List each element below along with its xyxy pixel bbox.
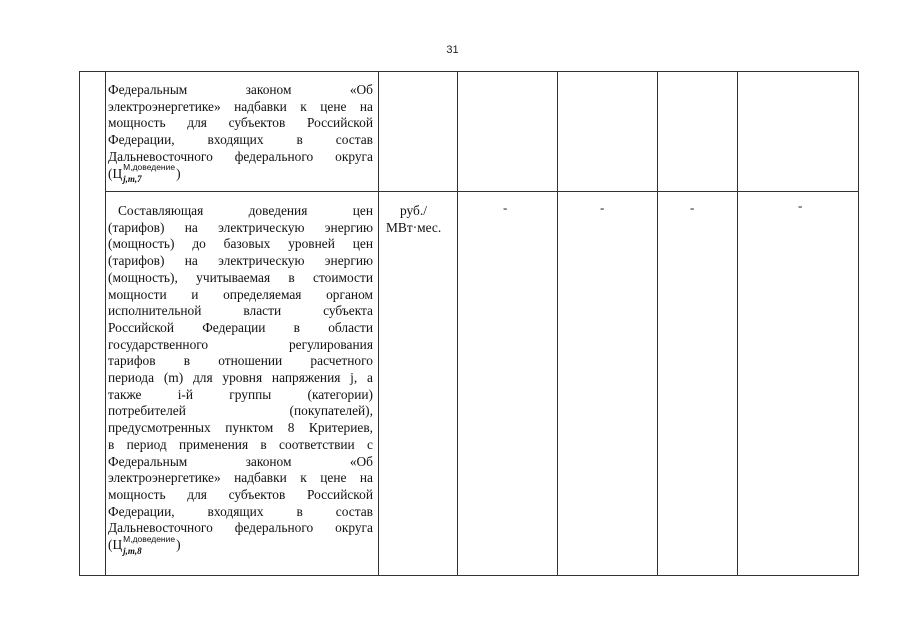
row-2-value-4: - [798,198,803,213]
row-2-line-10: тарифов в отношении расчетного [108,353,373,369]
row-2-line-3: (мощность) до базовых уровней цен [108,236,373,252]
page-number: 31 [446,44,459,56]
col-border-6 [737,71,738,576]
row-2-line-4: (тарифов) на электрическую энергию [108,253,373,269]
row-2-value-3: - [690,200,695,215]
row-1-line-3: мощность для субъектов Российской [108,115,373,131]
col-border-7 [858,71,859,576]
row-2-value-2: - [600,200,605,215]
col-border-2 [378,71,379,576]
row-divider [105,191,859,192]
row-2-symbol: (Ц М,доведение j,m,8 ) [108,533,181,556]
row-2-line-6: мощности и определяемая органом [108,286,373,302]
row-2-line-9: государственного регулирования [108,336,373,352]
col-border-1 [105,71,106,576]
row-1-symbol-base: Ц [112,165,123,181]
col-border-0 [79,71,80,576]
table-top-border [79,71,859,72]
row-2-symbol-sub: j,m,8 [123,545,142,556]
row-2-symbol-base: Ц [112,537,123,553]
row-1-symbol-sup: М,доведение [123,162,176,173]
row-2-line-13: потребителей (покупателей), [108,403,373,419]
row-2-line-14: предусмотренных пунктом 8 Критериев, [108,420,373,436]
row-2-symbol-sup: М,доведение [123,533,176,544]
row-2-line-18: мощность для субъектов Российской [108,486,373,502]
row-2-unit [386,203,454,236]
col-border-5 [657,71,658,576]
row-2-line-20: Дальневосточного федерального округа [108,520,373,536]
row-2-line-12: также i-й группы (категории) [108,386,373,402]
row-2-unit-line-2: МВт·мес. [386,219,442,235]
table-bottom-border [79,575,859,576]
row-2-line-2: (тарифов) на электрическую энергию [108,219,373,235]
row-2-value-1: - [503,200,508,215]
row-2-description [108,203,373,554]
row-1-line-4: Федерации, входящих в состав [108,132,373,148]
row-2-line-15: в период применения в соответствии с [108,436,373,452]
row-2-unit-line-1: руб./ [400,203,427,218]
row-2-line-7: исполнительной власти субъекта [108,303,373,319]
row-2-line-16: Федеральным законом «Об [108,453,373,469]
row-2-line-5: (мощность), учитываемая в стоимости [108,269,373,285]
row-1-symbol-sub: j,m,7 [123,174,142,185]
row-2-line-1: Составляющая доведения цен [118,203,373,218]
row-2-line-11: периода (m) для уровня напряжения j, а [108,370,373,386]
row-1-line-2: электроэнергетике» надбавки к цене на [108,98,373,114]
row-1-line-5: Дальневосточного федерального округа [108,148,373,164]
row-1-description [108,82,373,185]
row-2-line-19: Федерации, входящих в состав [108,503,373,519]
row-1-line-1: Федеральным законом «Об [108,82,373,97]
row-2-line-8: Российской Федерации в области [108,319,373,335]
col-border-3 [457,71,458,576]
row-1-symbol: (Ц М,доведение j,m,7 ) [108,162,181,185]
col-border-4 [557,71,558,576]
row-2-line-17: электроэнергетике» надбавки к цене на [108,470,373,486]
